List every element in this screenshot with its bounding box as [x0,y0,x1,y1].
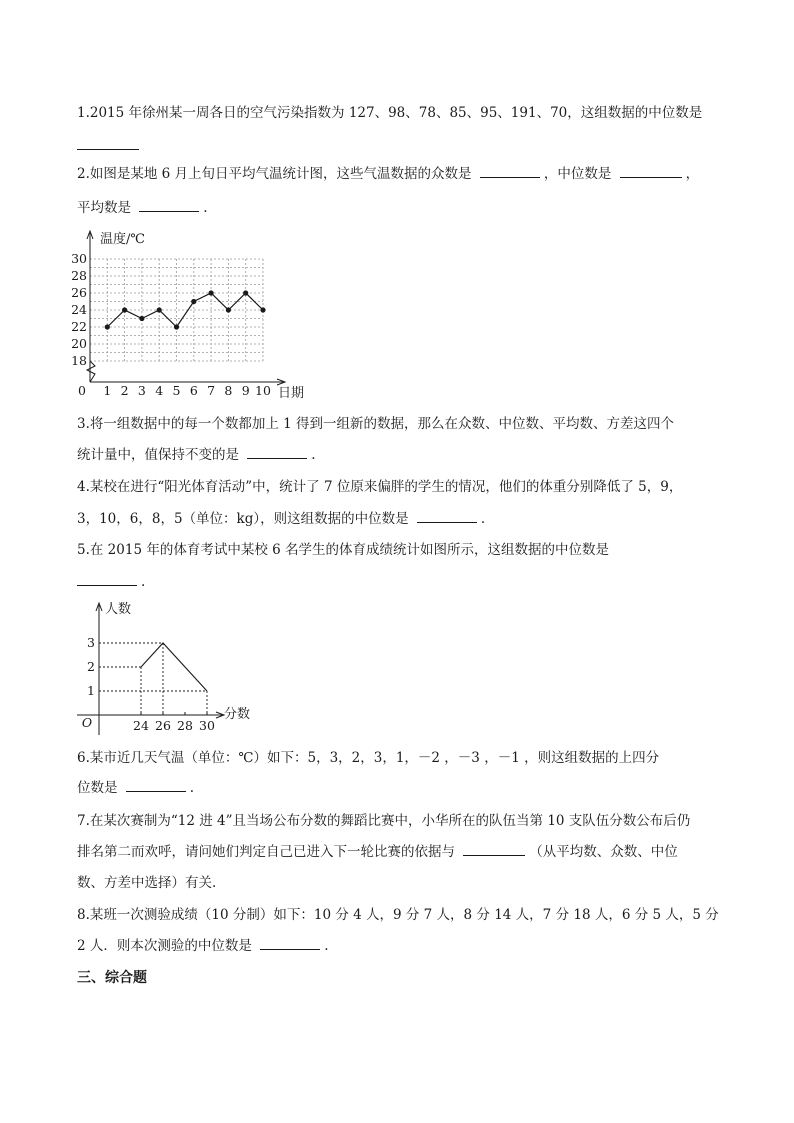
question-5-text: 5.在 2015 年的体育考试中某校 6 名学生的体育成绩统计如图所示，这组数据的中位数是 [77,542,609,558]
question-7-line3 [77,873,216,893]
score-count-series [141,643,207,691]
y-axis-title: 温度/℃ [100,232,145,247]
y-axis-title: 人数 [105,602,132,617]
x-axis-title: 日期 [278,386,305,401]
x-tick-label: 30 [199,718,215,733]
x-tick-label: 3 [137,383,146,398]
x-tick-label: 26 [155,718,171,733]
question-7-text-b: 排名第二而欢呼，请问她们判定自己已进入下一轮比赛的依据与 [77,844,455,860]
x-axis-title: 分数 [224,707,251,722]
y-tick-label: 18 [71,353,87,368]
axis-break-mark [87,361,95,382]
question-1-text: 1.2015 年徐州某一周各日的空气污染指数为 127、98、78、85、95、191、70，这组数据的中位数是 [77,105,703,121]
question-6-line2 [77,778,194,798]
y-tick-label: 20 [71,336,87,351]
question-7-text-c: （从平均数、众数、中位 [529,844,678,860]
question-8-text-c: . [324,938,329,954]
question-8-text: 8.某班一次测验成绩（10 分制）如下：10 分 4 人，9 分 7 人，8 分 14 人，7 分 18 人，6 分 5 人，5 分 [77,907,719,923]
question-7 [77,811,690,831]
x-tick-label: 7 [207,383,216,398]
answer-blank[interactable] [247,446,307,459]
answer-blank-median[interactable] [620,165,682,178]
x-tick-label: 4 [155,383,164,398]
chart1-axes [87,231,285,385]
y-tick-label: 1 [87,683,95,698]
chart1-grid [90,259,263,361]
answer-blank[interactable] [260,937,320,950]
question-6 [77,748,659,768]
answer-blank[interactable] [77,573,137,586]
question-8 [77,905,719,925]
question-2-text-e: . [203,200,208,216]
question-1-answer-line [77,136,139,156]
x-tick-label: 28 [177,718,193,733]
y-tick-label: 2 [87,659,95,674]
x-tick-label: 24 [133,718,149,733]
answer-blank[interactable] [126,779,186,792]
data-point-day-7 [209,290,214,295]
origin-label: 0 [78,383,86,398]
question-7-line2 [77,842,678,862]
question-6-text-c: . [189,780,195,796]
question-3-text: 3.将一组数据中的每一个数都加上 1 得到一组新的数据，那么在众数、中位数、平均数、方差这四个 [77,416,675,432]
question-3 [77,414,674,434]
data-point-day-3 [139,316,144,321]
question-4-text-c: . [480,511,486,527]
answer-blank[interactable] [417,510,477,523]
question-1 [77,103,702,123]
question-4-text-b: 3，10，6，8，5（单位：kg），则这组数据的中位数是 [77,511,409,527]
question-2-text: 2.如图是某地 6 月上旬日平均气温统计图，这些气温数据的众数是 [77,166,472,182]
y-tick-label: 22 [71,319,87,334]
question-5-text-b: . [141,574,146,590]
question-2-text-b: ，中位数是 [543,166,612,182]
question-5-line2 [77,572,145,592]
question-2-text-d: 平均数是 [77,200,131,216]
x-tick-label: 8 [224,383,233,398]
x-tick-label: 1 [103,383,112,398]
chart2-series-line [141,643,207,691]
x-tick-label: 9 [241,383,250,398]
temperature-line-chart [70,225,310,405]
question-8-line2 [77,936,328,956]
data-point-day-8 [226,307,231,312]
answer-blank[interactable] [463,843,525,856]
question-3-text-b: 统计量中，值保持不变的是 [77,447,239,463]
score-count-line-chart [72,597,272,737]
x-tick-label: 6 [189,383,198,398]
data-point-day-6 [191,299,196,304]
data-point-day-2 [122,307,127,312]
question-4-text: 4.某校在进行“阳光体育活动”中，统计了 7 位原来偏胖的学生的情况，他们的体重分别降低了 5，9， [77,479,683,495]
chart1-labels [71,231,304,401]
question-2-text-c: ， [685,166,700,182]
data-point-day-9 [243,290,248,295]
answer-blank[interactable] [77,137,139,150]
x-tick-label: 10 [255,383,271,398]
data-point-day-1 [105,324,110,329]
answer-blank-mean[interactable] [139,199,199,212]
y-tick-label: 26 [71,285,87,300]
question-2-line2 [77,198,208,218]
y-tick-label: 30 [71,251,87,266]
data-point-day-4 [157,307,162,312]
question-5 [77,540,609,560]
y-tick-label: 3 [87,635,95,650]
question-7-text: 7.在某次赛制为“12 进 4”且当场公布分数的舞蹈比赛中，小华所在的队伍当第 10 支队伍分数公布后仍 [77,813,691,829]
question-4-line2 [77,509,485,529]
question-3-line2 [77,445,316,465]
answer-blank-mode[interactable] [480,165,540,178]
chart2-axes [77,603,224,735]
origin-label: O [81,715,93,730]
question-6-text-b: 位数是 [77,780,118,796]
chart1-points [105,290,266,329]
y-tick-label: 24 [71,302,87,317]
section-heading: 三、综合题 [77,970,147,986]
question-8-text-b: 2 人．则本次测验的中位数是 [77,938,252,954]
data-point-day-10 [260,307,265,312]
data-point-day-5 [174,324,179,329]
question-7-text-d: 数、方差中选择）有关. [77,875,217,891]
x-tick-label: 2 [120,383,129,398]
y-tick-label: 28 [71,268,87,283]
question-3-text-c: . [311,447,316,463]
x-tick-label: 5 [172,383,181,398]
question-4 [77,477,682,497]
question-6-text: 6.某市近几天气温（单位：℃）如下：5，3，2，3，1，－2 ，－3 ，－1 ，则这组数据的上四分 [77,750,660,766]
question-2 [77,164,699,184]
